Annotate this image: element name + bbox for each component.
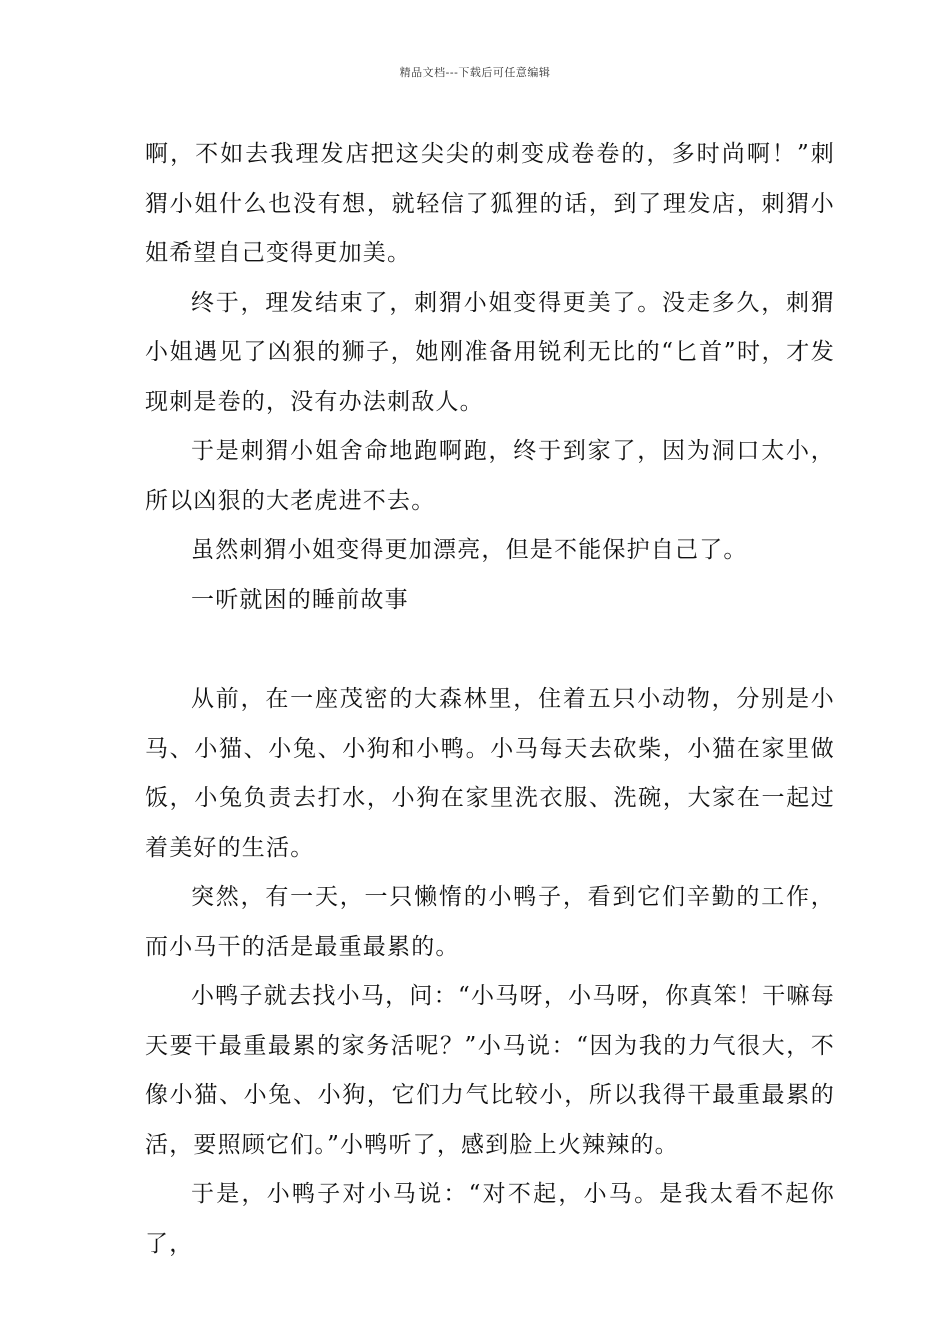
paragraph-8: 于是，小鸭子对小马说：“对不起，小马。是我太看不起你了， xyxy=(145,1181,835,1257)
paragraph-5: 从前，在一座茂密的大森林里，住着五只小动物，分别是小马、小猫、小兔、小狗和小鸭。小马每天去砍柴，小猫在家里做饭，小兔负责去打水，小狗在家里洗衣服、洗碗，大家在一起过着美好的生活。 xyxy=(145,686,835,861)
story-title: 一听就困的睡前故事 xyxy=(191,586,409,613)
paragraph-7: 小鸭子就去找小马，问：“小马呀，小马呀，你真笨！干嘛每天要干最重最累的家务活呢？”小马说：“因为我的力气很大，不像小猫、小兔、小狗，它们力气比较小，所以我得干最重最累的活，要照顾它们。”小鸭听了，感到脸上火辣辣的。 xyxy=(145,983,835,1158)
paragraph-3: 于是刺猬小姐舍命地跑啊跑，终于到家了，因为洞口太小，所以凶狠的大老虎进不去。 xyxy=(145,438,835,514)
page-header: 精品文档---下载后可任意编辑 xyxy=(399,66,551,79)
paragraph-6: 突然，有一天，一只懒惰的小鸭子，看到它们辛勤的工作，而小马干的活是最重最累的。 xyxy=(145,884,835,960)
paragraph-2: 终于，理发结束了，刺猬小姐变得更美了。没走多久，刺猬小姐遇见了凶狠的狮子，她刚准备用锐利无比的“匕首”时，才发现刺是卷的，没有办法刺敌人。 xyxy=(145,289,835,415)
paragraph-4: 虽然刺猬小姐变得更加漂亮，但是不能保护自己了。 xyxy=(191,537,748,563)
document-body xyxy=(145,130,835,1269)
paragraph-1: 啊，不如去我理发店把这尖尖的刺变成卷卷的，多时尚啊！”刺猬小姐什么也没有想，就轻信了狐狸的话，到了理发店，刺猬小姐希望自己变得更加美。 xyxy=(145,141,835,266)
